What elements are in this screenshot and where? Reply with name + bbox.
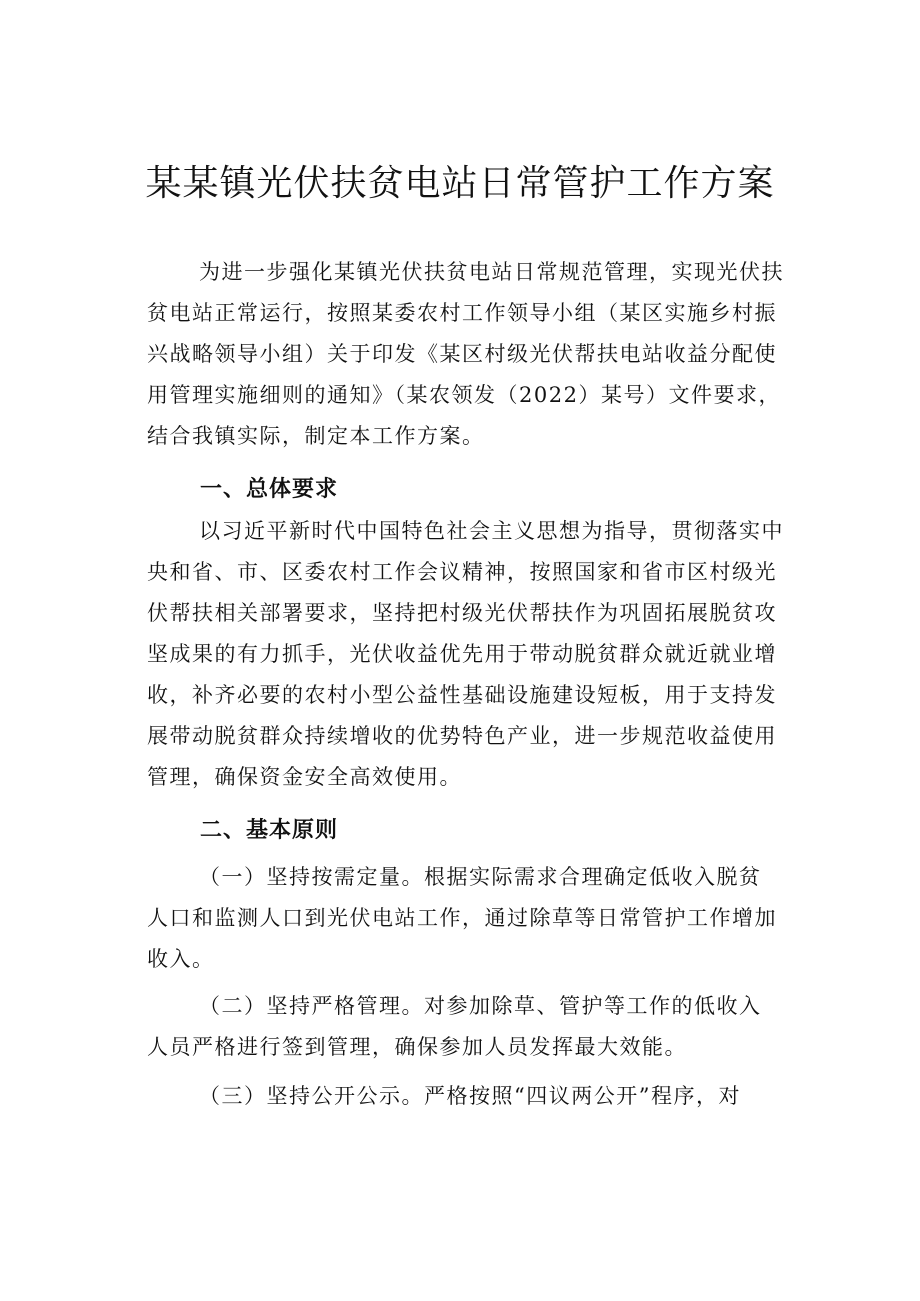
document-title: 某某镇光伏扶贫电站日常管护工作方案 [145, 163, 775, 204]
intro-line: 贫电站正常运行，按照某委农村工作领导小组（某区实施乡村振 [147, 301, 777, 325]
intro-line: 结合我镇实际，制定本工作方案。 [147, 424, 485, 448]
body-line: （二）坚持严格管理。对参加除草、管护等工作的低收入 [199, 994, 762, 1018]
principle-paragraph-1 [147, 857, 807, 980]
body-line: 坚成果的有力抓手，光伏收益优先用于带动脱贫群众就近就业增 [147, 642, 777, 666]
body-line: （一）坚持按需定量。根据实际需求合理确定低收入脱贫 [199, 865, 762, 889]
general-requirements-paragraph [147, 511, 807, 798]
intro-line: 兴战略领导小组）关于印发《某区村级光伏帮扶电站收益分配使 [147, 342, 777, 366]
body-line: （三）坚持公开公示。严格按照“四议两公开”程序，对 [199, 1084, 741, 1108]
body-line: 收，补齐必要的农村小型公益性基础设施建设短板，用于支持发 [147, 683, 777, 707]
body-line: 人口和监测人口到光伏电站工作，通过除草等日常管护工作增加 [147, 906, 777, 930]
principle-paragraph-3 [147, 1076, 807, 1117]
body-line: 展带动脱贫群众持续增收的优势特色产业，进一步规范收益使用 [147, 724, 777, 748]
body-line: 管理，确保资金安全高效使用。 [147, 765, 462, 789]
body-line: 收入。 [147, 947, 215, 971]
body-line: 人员严格进行签到管理，确保参加人员发挥最大效能。 [147, 1035, 687, 1059]
intro-paragraph [147, 252, 807, 457]
section-heading-general-requirements: 一、总体要求 [200, 477, 339, 502]
body-line: 以习近平新时代中国特色社会主义思想为指导，贯彻落实中 [199, 519, 784, 543]
section-heading-basic-principles: 二、基本原则 [200, 818, 339, 843]
body-line: 伏帮扶相关部署要求，坚持把村级光伏帮扶作为巩固拓展脱贫攻 [147, 601, 777, 625]
intro-line: 为进一步强化某镇光伏扶贫电站日常规范管理，实现光伏扶 [199, 260, 784, 284]
principle-paragraph-2 [147, 986, 807, 1068]
intro-line: 用管理实施细则的通知》（某农领发（2022）某号）文件要求， [147, 383, 781, 407]
body-line: 央和省、市、区委农村工作会议精神，按照国家和省市区村级光 [147, 560, 777, 584]
